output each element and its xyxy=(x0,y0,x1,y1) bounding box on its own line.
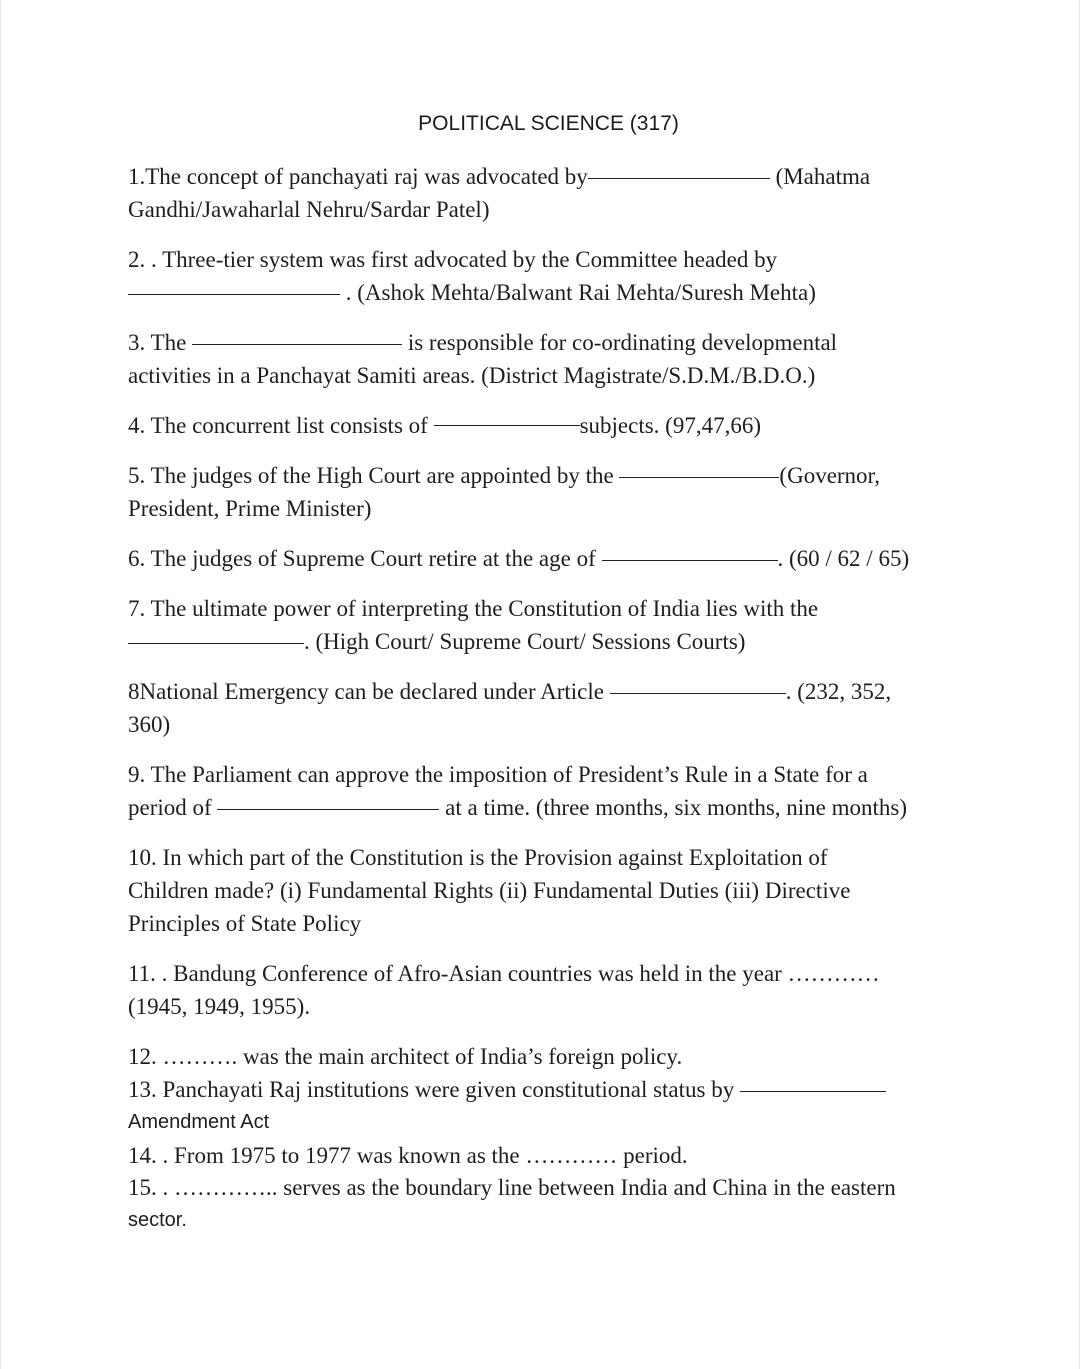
question-10 xyxy=(128,841,958,940)
question-5 xyxy=(128,459,958,525)
question-8-text: 8National Emergency can be declared under Article xyxy=(128,679,610,704)
question-1-options-start: (Mahatma xyxy=(769,164,871,189)
question-9 xyxy=(128,758,958,824)
question-7 xyxy=(128,592,958,658)
question-6-options: . (60 / 62 / 65) xyxy=(777,546,910,571)
question-7-text: 7. The ultimate power of interpreting the Constitution of India lies with the xyxy=(128,596,819,621)
question-14 xyxy=(128,1139,958,1172)
question-11-options: (1945, 1949, 1955). xyxy=(128,994,311,1019)
question-10-options-end: Principles of State Policy xyxy=(128,911,362,936)
question-14-text: 14. . From 1975 to 1977 was known as the ………… period. xyxy=(128,1143,688,1168)
question-1 xyxy=(128,160,958,226)
question-9-text-start: period of xyxy=(128,795,218,820)
question-10-text: 10. In which part of the Constitution is the Provision against Exploitation of xyxy=(128,845,828,870)
question-13-text: 13. Panchayati Raj institutions were given constitutional status by xyxy=(128,1077,740,1102)
question-8-options-start: . (232, 352, xyxy=(785,679,892,704)
answer-blank xyxy=(192,344,402,345)
question-3-text-start: 3. The xyxy=(128,330,193,355)
answer-blank xyxy=(602,560,778,561)
answer-blank xyxy=(128,643,304,644)
question-11-text: 11. . Bandung Conference of Afro-Asian countries was held in the year ………… xyxy=(128,961,880,986)
question-11 xyxy=(128,957,958,1023)
question-5-options: President, Prime Minister) xyxy=(128,496,372,521)
question-1-options: Gandhi/Jawaharlal Nehru/Sardar Patel) xyxy=(128,197,490,222)
question-9-options: at a time. (three months, six months, nine months) xyxy=(439,795,908,820)
page-title: POLITICAL SCIENCE (317) xyxy=(418,112,679,135)
answer-blank xyxy=(740,1091,886,1092)
question-3-options: activities in a Panchayat Samiti areas. (District Magistrate/S.D.M./B.D.O.) xyxy=(128,363,816,388)
question-6 xyxy=(128,542,958,575)
question-15 xyxy=(128,1171,958,1237)
question-2-text: 2. . Three-tier system was first advocated by the Committee headed by xyxy=(128,247,778,272)
answer-blank xyxy=(588,178,770,179)
answer-blank xyxy=(610,693,786,694)
question-15-text-end: sector. xyxy=(128,1209,187,1231)
question-2 xyxy=(128,243,958,309)
question-13-text-end: Amendment Act xyxy=(128,1111,270,1133)
question-4 xyxy=(128,409,958,442)
question-3 xyxy=(128,326,958,392)
question-15-text: 15. . ………….. serves as the boundary line between India and China in the eastern xyxy=(128,1175,896,1200)
question-8 xyxy=(128,675,958,741)
question-5-text: 5. The judges of the High Court are appointed by the xyxy=(128,463,620,488)
question-4-options: subjects. (97,47,66) xyxy=(579,413,761,438)
question-1-text: 1.The concept of panchayati raj was advocated by xyxy=(128,164,588,189)
question-7-options: . (High Court/ Supreme Court/ Sessions Courts) xyxy=(304,629,746,654)
question-4-text: 4. The concurrent list consists of xyxy=(128,413,434,438)
question-9-text: 9. The Parliament can approve the imposition of President’s Rule in a State for a xyxy=(128,762,868,787)
answer-blank xyxy=(128,294,340,295)
question-2-options: . (Ashok Mehta/Balwant Rai Mehta/Suresh Mehta) xyxy=(340,280,816,305)
answer-blank xyxy=(217,809,439,810)
question-8-options: 360) xyxy=(128,712,171,737)
question-10-options: Children made? (i) Fundamental Rights (ii) Fundamental Duties (iii) Directive xyxy=(128,878,851,903)
question-12-text: 12. ………. was the main architect of India’s foreign policy. xyxy=(128,1044,683,1069)
question-6-text: 6. The judges of Supreme Court retire at the age of xyxy=(128,546,602,571)
question-5-options-start: (Governor, xyxy=(779,463,881,488)
question-3-text-end: is responsible for co-ordinating developmental xyxy=(402,330,838,355)
answer-blank xyxy=(619,477,779,478)
question-13 xyxy=(128,1073,958,1139)
answer-blank xyxy=(434,425,580,426)
question-12 xyxy=(128,1040,958,1073)
